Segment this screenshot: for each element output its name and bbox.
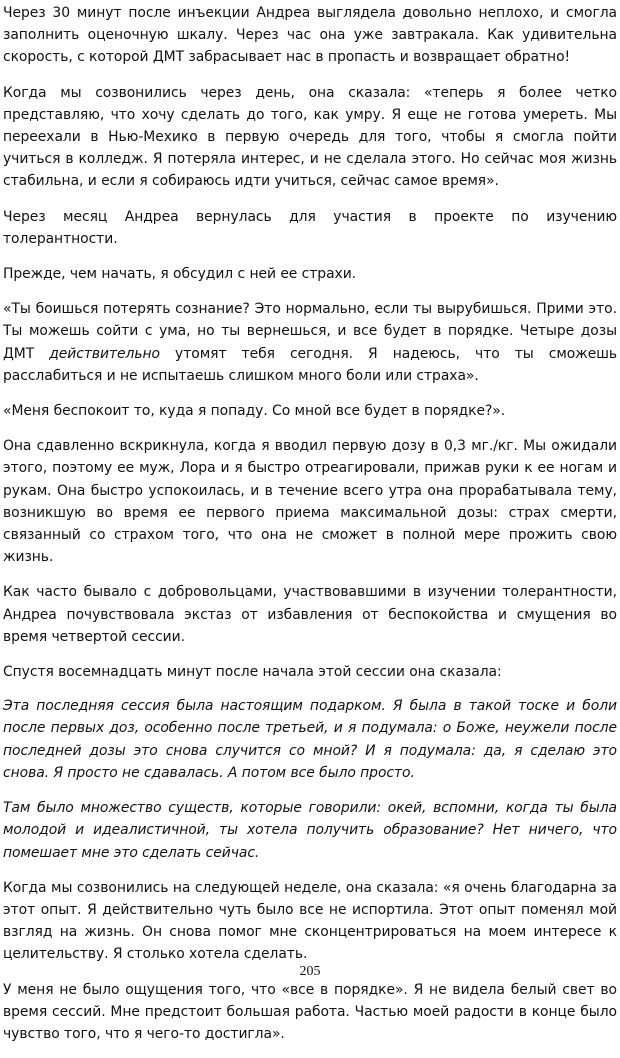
paragraph: «Меня беспокоит то, куда я попаду. Со мной все будет в порядке?».: [3, 403, 506, 420]
emphasized-word: действительно: [49, 345, 160, 362]
paragraph: Как часто бывало с добровольцами, участвовавшими в изучении толерантности, Андреа почувствовала экстаз от избавления от беспокойства и смущения во время четвертой сессии.: [3, 584, 617, 645]
paragraph-text-end: утомят тебя сегодня. Я надеюсь, что ты сможешь расслабиться и не испытаешь слишком много боли или страха».: [3, 345, 617, 384]
paragraph-text-start: «Ты боишься потерять сознание? Это нормально, если ты вырубишься. Прими это. Ты можешь сойти с ума, но ты вернешься, и все будет в порядке. Четыре дозы ДМТ: [3, 301, 617, 362]
paragraph: Прежде, чем начать, я обсудил с ней ее страхи.: [3, 266, 357, 283]
paragraph: Через 30 минут после инъекции Андреа выглядела довольно неплохо, и смогла заполнить оценочную шкалу. Через час она уже завтракала. Как удивительна скорость, с которой ДМТ забрасывает нас в пропасть и возвращает обратно!: [3, 5, 617, 66]
page-body: [3, 2, 617, 1058]
paragraph: У меня не было ощущения того, что «все в порядке». Я не видела белый свет во время сессий. Мне предстоит большая работа. Частью моей радости в конце было чувство того, что я чего-то достигла».: [3, 981, 617, 1042]
paragraph: Она сдавленно вскрикнула, когда я вводил первую дозу в 0,3 мг./кг. Мы ожидали этого, поэтому ее муж, Лора и я быстро отреагировали, прижав руки к ее ногам и рукам. Она быстро успокоилась, и в течение всего утра она прорабатывала тему, возникшую во время ее первого приема максимальной дозы: страх смерти, связанный со страхом того, что она не сможет в полной мере прожить свою жизнь.: [3, 438, 617, 566]
paragraph: Когда мы созвонились на следующей неделе, она сказала: «я очень благодарна за этот опыт. Я действительно чуть было все не испортила. Этот опыт поменял мой взгляд на жизнь. Он снова помог мне сконцентрироваться на моем интересе к целительству. Я столько хотела сделать.: [3, 879, 617, 963]
paragraph: Спустя восемнадцать минут после начала этой сессии она сказала:: [3, 664, 502, 681]
paragraph: Через месяц Андреа вернулась для участия в проекте по изучению толерантности.: [3, 208, 617, 247]
quoted-speech: Там было множество существ, которые говорили: окей, вспомни, когда ты была молодой и идеалистичной, ты хотела получить образование? Нет ничего, что помешает мне это сделать сейчас.: [3, 800, 617, 861]
paragraph-with-emphasis: [3, 298, 617, 387]
page-number: 205: [299, 964, 321, 979]
paragraph: Когда мы созвонились через день, она сказала: «теперь я более четко представляю, что хочу сделать до того, как умру. Я еще не готова умереть. Мы переехали в Нью-Мехико в первую очередь для того, чтобы я смогла пойти учиться в колледж. Я потеряла интерес, и не сделала этого. Но сейчас моя жизнь стабильна, и если я собираюсь идти учиться, сейчас самое время».: [3, 84, 617, 190]
quoted-speech: Эта последняя сессия была настоящим подарком. Я была в такой тоске и боли после первых доз, особенно после третьей, и я подумала: о Боже, неужели после последней дозы это снова случится со мной? И я подумала: да, я сделаю это снова. Я просто не сдавалась. А потом все было просто.: [3, 698, 617, 781]
